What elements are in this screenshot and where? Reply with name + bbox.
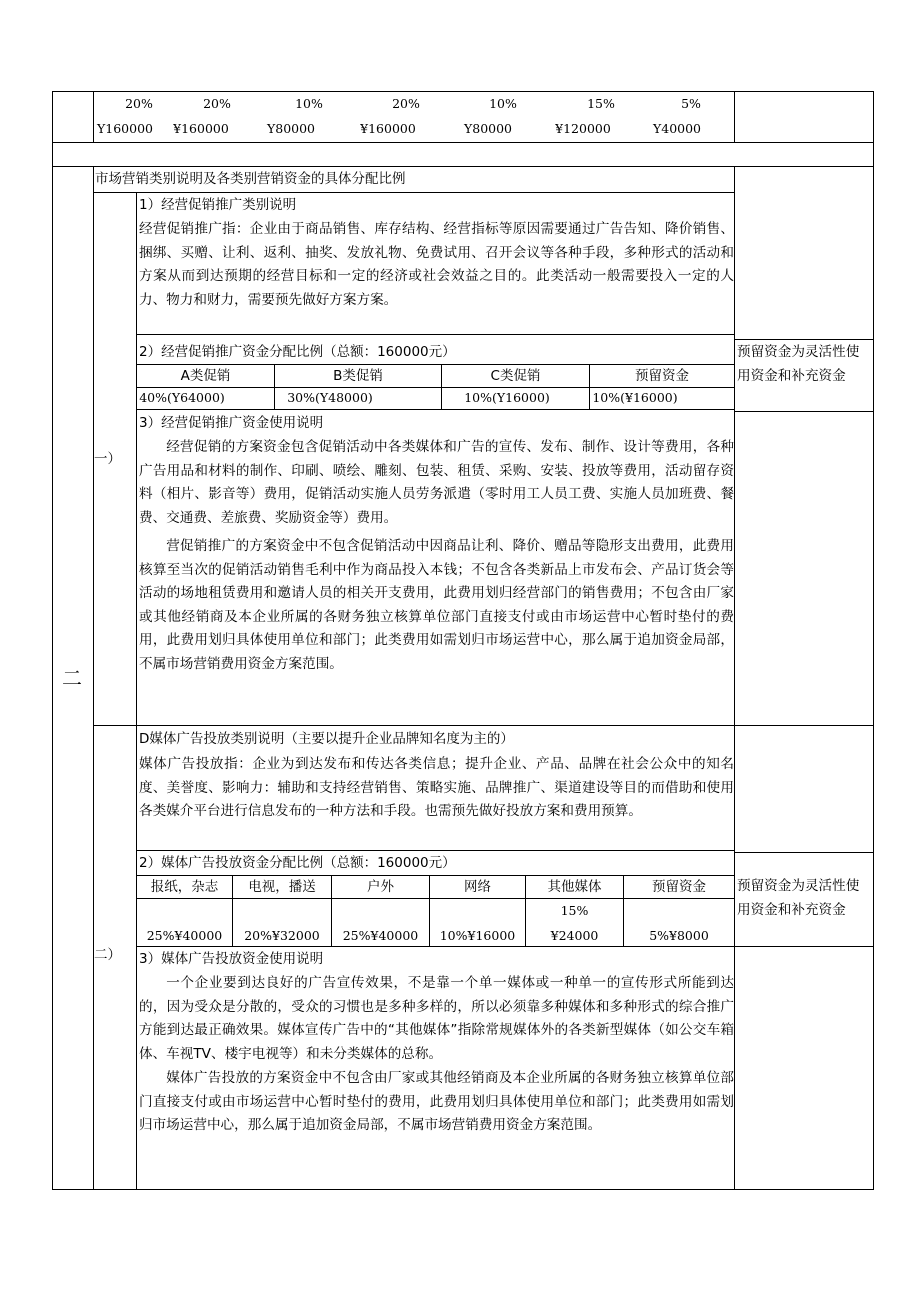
- table-cell: 10%(¥16000): [592, 390, 678, 405]
- table-header: 预留资金: [635, 368, 689, 384]
- table-header: 其他媒体: [547, 879, 602, 895]
- promo-usage-para-2: 营促销推广的方案资金中不包含促销活动中因商品让利、降价、赠品等隐形支出费用，此费用核算至当次的促销活动销售毛利中作为商品投入本钱；不包含各类新品上市发布会、产品订货会等活动的场地租赁费用和邀请人员的相关开支费用，此费用划归经营部门的销售费用；不包含由厂家或其他经销商及本企业所属的各财务独立核算单位部门直接支付或由市场运营中心暂时垫付的费用，此费用划归具体使用单位和部门；此类费用如需划归市场运营中心，那么属于追加资金局部，不属市场营销费用资金方案范围。: [139, 538, 734, 672]
- amount-cell: ¥160000: [360, 121, 416, 136]
- amount-cell: Y80000: [266, 121, 316, 136]
- table-cell: 40%(Y64000): [139, 390, 225, 405]
- media-label: 二）: [94, 947, 121, 963]
- table-header: 网络: [464, 879, 491, 895]
- table-header: 电视，播送: [248, 879, 316, 895]
- amount-cell: ¥120000: [555, 121, 611, 136]
- table-header: A类促销: [180, 368, 231, 384]
- pct-cell: 5%: [681, 96, 701, 111]
- table-cell: 20%¥32000: [244, 928, 320, 943]
- amount-cell: Y40000: [652, 121, 702, 136]
- promo-sub2-title: 2）经营促销推广资金分配比例（总额：160000元）: [139, 344, 456, 360]
- table-header: C类促销: [490, 368, 541, 384]
- media-usage-para-1: 一个企业要到达良好的广告宣传效果，不是靠一个单一媒体或一种单一的宣传形式所能到达的，因为受众是分散的，受众的习惯也是多种多样的，所以必须靠多种媒体和多种形式的综合推广方能到达最正确效果。媒体宣传广告中的“其他媒体”指除常规媒体外的各类新型媒体（如公交车箱体、车视TV、楼宇电视等）和未分类媒体的总称。: [139, 975, 734, 1062]
- promo-sub3-title: 3）经营促销推广资金使用说明: [139, 415, 324, 431]
- media-reserve-note: 预留资金为灵活性使用资金和补充资金: [737, 878, 860, 918]
- promo-sub1-text: 经营促销推广指：企业由于商品销售、库存结构、经营指标等原因需要通过广告告知、降价销售、捆绑、买赠、让利、返利、抽奖、发放礼物、免费试用、召开会议等各种手段，多种形式的活动和方案从而到达预期的经营目标和一定的经济或社会效益之目的。此类活动一般需要投入一定的人力、物力和财力，需要预先做好方案方案。: [139, 221, 734, 308]
- table-cell: 10%¥16000: [439, 928, 516, 943]
- amount-cell: Y80000: [463, 121, 513, 136]
- media-sub2-title: 2）媒体广告投放资金分配比例（总额：160000元）: [139, 855, 456, 871]
- table-header: B类促销: [333, 368, 383, 384]
- table-cell: 10%(Y16000): [464, 390, 550, 405]
- promo-sub1-title: 1）经营促销推广类别说明: [139, 197, 297, 213]
- table-cell-percent: 15%: [560, 903, 589, 918]
- table-cell: 25%¥40000: [342, 928, 419, 943]
- promo-reserve-note: 预留资金为灵活性使用资金和补充资金: [737, 344, 860, 384]
- media-sub1-title: D媒体广告投放类别说明（主要以提升企业品牌知名度为主的）: [139, 731, 514, 747]
- pct-cell: 15%: [587, 96, 615, 111]
- pct-cell: 10%: [489, 96, 517, 111]
- amount-cell: ¥160000: [173, 121, 229, 136]
- pct-cell: 20%: [125, 96, 153, 111]
- pct-cell: 10%: [295, 96, 323, 111]
- pct-cell: 20%: [203, 96, 231, 111]
- section-heading: 市场营销类别说明及各类别营销资金的具体分配比例: [95, 171, 406, 187]
- table-cell: 25%¥40000: [146, 928, 223, 943]
- promo-label: 一）: [94, 451, 121, 467]
- table-cell: 5%¥8000: [649, 928, 709, 943]
- media-sub1-text: 媒体广告投放指：企业为到达发布和传达各类信息；提升企业、产品、品牌在社会公众中的知名度、美誉度、影响力：辅助和支持经营销售、策略实施、品牌推广、渠道建设等目的而借助和使用各类媒介平台进行信息发布的一种方法和手段。也需预先做好投放方案和费用预算。: [139, 756, 734, 819]
- amount-cell: Y160000: [97, 121, 153, 136]
- table-cell: 30%(Y48000): [287, 390, 373, 405]
- promo-usage-para-1: 经营促销的方案资金包含促销活动中各类媒体和广告的宣传、发布、制作、设计等费用，各种广告用品和材料的制作、印刷、喷绘、雕刻、包装、租赁、采购、安装、投放等费用，活动留存资料（相片、影音等）费用，促销活动实施人员劳务派遣（零时用工人员工费、实施人员加班费、餐费、交通费、差旅费、奖励资金等）费用。: [139, 439, 734, 526]
- table-header: 报纸，杂志: [150, 879, 219, 895]
- table-header: 户外: [367, 879, 394, 895]
- media-usage-para-2: 媒体广告投放的方案资金中不包含由厂家或其他经销商及本企业所属的各财务独立核算单位部门直接支付或由市场运营中心暂时垫付的费用，此费用划归具体使用单位和部门；此类费用如需划归市场运营中心，那么属于追加资金局部，不属市场营销费用资金方案范围。: [139, 1070, 734, 1133]
- section-number: 二: [62, 666, 82, 690]
- pct-cell: 20%: [392, 96, 420, 111]
- table-cell: ¥24000: [550, 928, 599, 943]
- media-sub3-title: 3）媒体广告投放资金使用说明: [139, 951, 324, 967]
- table-header: 预留资金: [652, 879, 706, 895]
